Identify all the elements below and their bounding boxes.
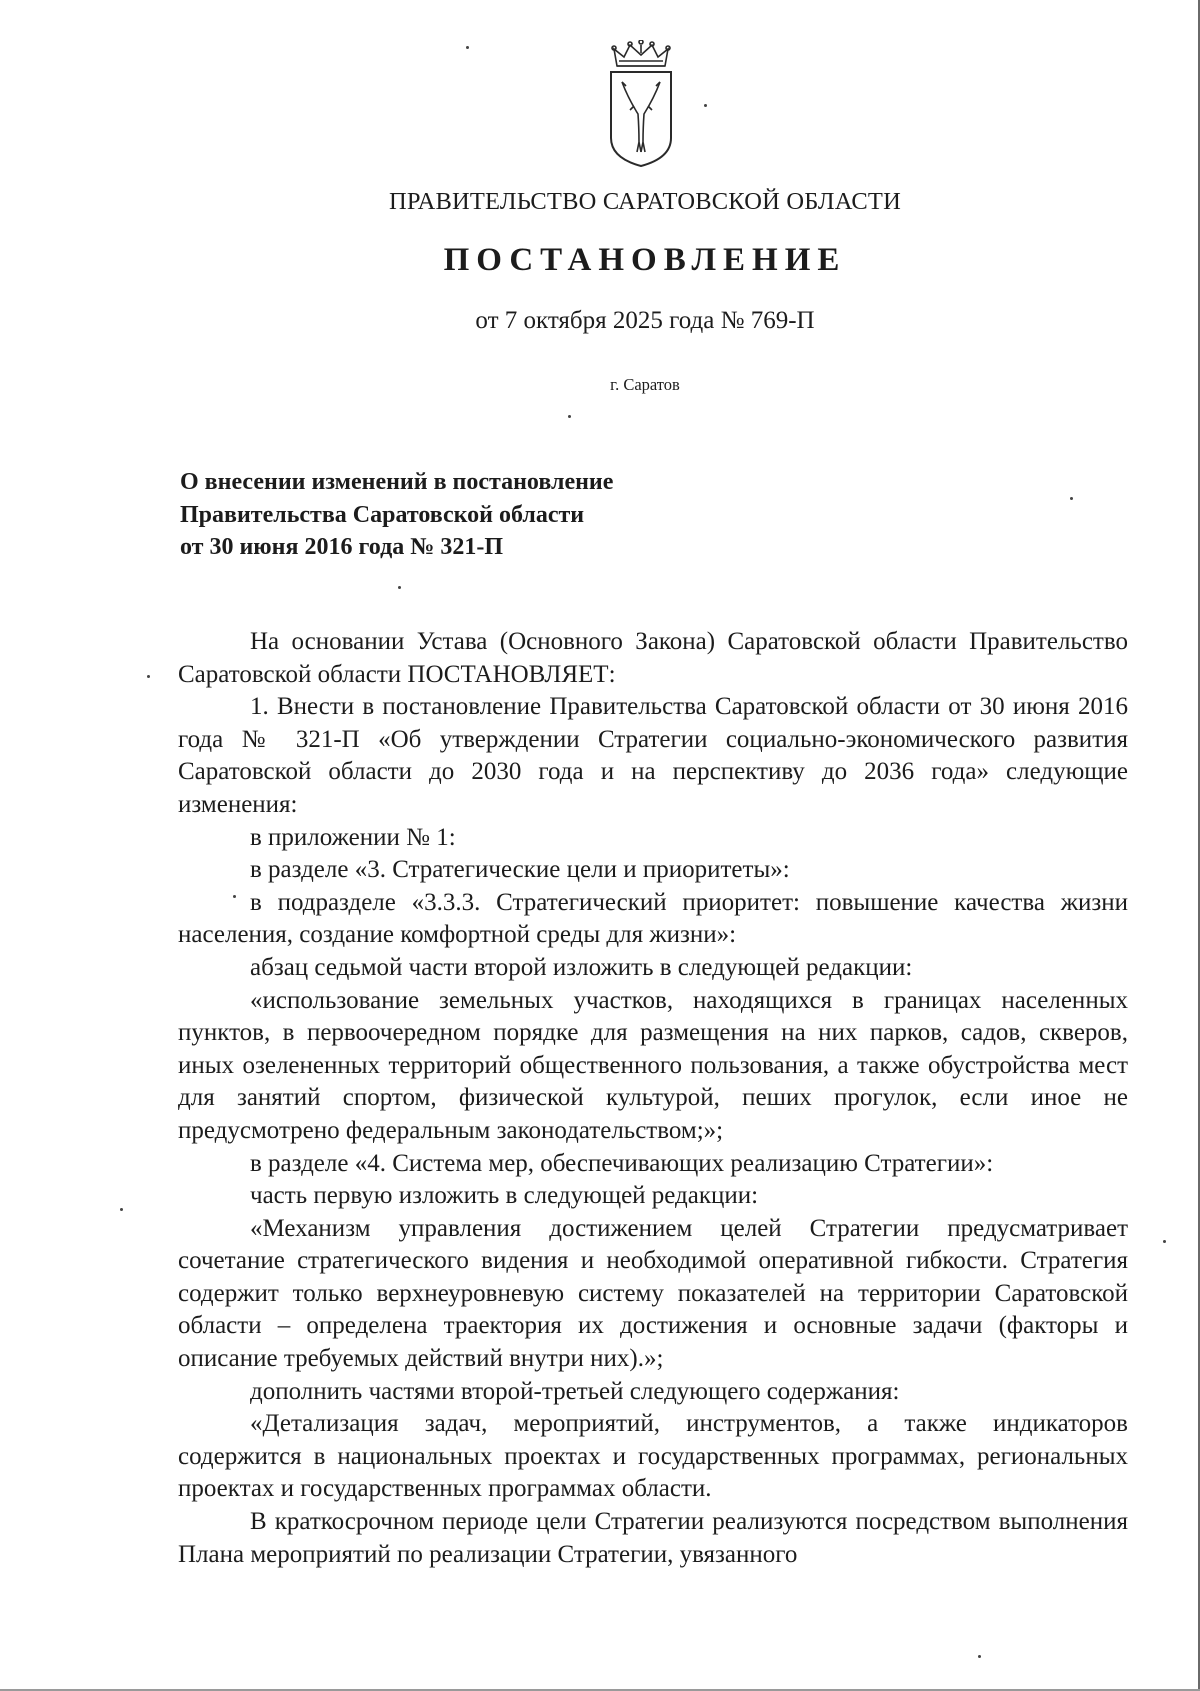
body-paragraph: 1. Внести в постановление Правительства Саратовской области от 30 июня 2016 года № 321-П «Об утверждении Стратегии социально-экономического развития Саратовской области до 2030 года и на перспективу до 2036 года» следующие изменения: bbox=[178, 693, 1128, 818]
subject-line: Правительства Саратовской области bbox=[180, 501, 585, 528]
body-paragraph: «Механизм управления достижением целей Стратегии предусматривает сочетание стратегического видения и необходимой оперативной гибкости. Стратегия содержит только верхнеуровневую систему показателей на территории Саратовской области – определена траектория их достижения и основные задачи (факторы и описание требуемых действий внутри них).»; bbox=[178, 1214, 1128, 1373]
body-paragraph: в приложении № 1: bbox=[250, 823, 456, 851]
body-paragraph: В краткосрочном периоде цели Стратегии реализуются посредством выполнения Плана мероприятий по реализации Стратегии, увязанного bbox=[178, 1508, 1128, 1568]
scan-speck bbox=[568, 415, 571, 418]
body-paragraph: в подразделе «3.3.3. Стратегический приоритет: повышение качества жизни населения, создание комфортной среды для жизни»: bbox=[178, 888, 1128, 949]
body-paragraph: абзац седьмой части второй изложить в следующей редакции: bbox=[250, 953, 913, 981]
document-date-number: от 7 октября 2025 года № 769-П bbox=[475, 307, 815, 334]
scan-speck bbox=[978, 1655, 981, 1658]
issuing-authority: ПРАВИТЕЛЬСТВО САРАТОВСКОЙ ОБЛАСТИ bbox=[388, 188, 901, 215]
document-type: ПОСТАНОВЛЕНИЕ bbox=[443, 242, 847, 278]
body-paragraph: в разделе «4. Система мер, обеспечивающих реализацию Стратегии»: bbox=[250, 1149, 994, 1177]
document-subject bbox=[180, 466, 613, 564]
scan-speck bbox=[1163, 1240, 1166, 1243]
scan-speck bbox=[147, 675, 150, 678]
subject-line: от 30 июня 2016 года № 321-П bbox=[180, 534, 503, 560]
saratov-oblast-coat-of-arms-icon bbox=[608, 40, 674, 168]
scan-speck bbox=[398, 586, 401, 589]
body-paragraph: «Детализация задач, мероприятий, инструментов, а также индикаторов содержится в национальных проектах и государственных программах, региональных проектах и государственных программах области. bbox=[178, 1410, 1128, 1503]
body-paragraph: На основании Устава (Основного Закона) Саратовской области Правительство Саратовской области ПОСТАНОВЛЯЕТ: bbox=[178, 628, 1128, 688]
subject-line: О внесении изменений в постановление bbox=[180, 469, 614, 495]
scan-speck bbox=[120, 1208, 123, 1211]
body-paragraph: дополнить частями второй-третьей следующего содержания: bbox=[250, 1377, 900, 1405]
scan-speck bbox=[1070, 497, 1073, 500]
body-paragraph: в разделе «3. Стратегические цели и приоритеты»: bbox=[250, 856, 790, 884]
scan-speck bbox=[466, 46, 469, 49]
document-city: г. Саратов bbox=[610, 375, 680, 394]
scan-speck bbox=[704, 104, 707, 107]
body-paragraph: часть первую изложить в следующей редакции: bbox=[250, 1182, 759, 1210]
body-paragraph: «использование земельных участков, находящихся в границах населенных пунктов, в первоочередном порядке для размещения на них парков, садов, скверов, иных озелененных территорий общественного пользования, а также обустройства мест для занятий спортом, физической культурой, пеших прогулок, если иное не предусмотрено федеральным законодательством;»; bbox=[178, 986, 1128, 1144]
document-body bbox=[178, 626, 1128, 1571]
